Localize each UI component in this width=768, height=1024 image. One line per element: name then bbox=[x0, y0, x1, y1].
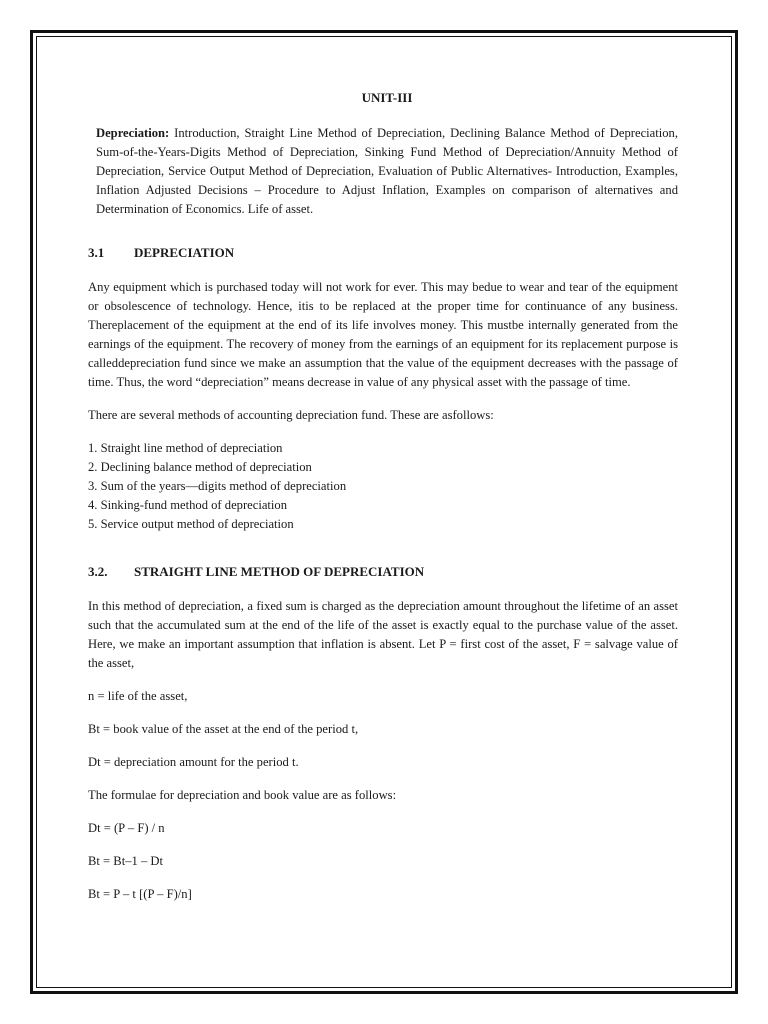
list-item: 4. Sinking-fund method of depreciation bbox=[88, 498, 288, 512]
intro-text: Introduction, Straight Line Method of Depreciation, Declining Balance Method of Depreciation, Sum-of-the-Years-Digits Method of Depreciation, Sinking Fund Method of Depreciation/Annuity Method of Depreciation, Service Output Method of Depreciation, Evaluation of Public Alternatives- Introduction, Examples, Inflation Adjusted Decisions – Procedure to Adjust Inflation, Examples on comparison of alternatives and Determination of Economics. Life of asset. bbox=[96, 126, 678, 216]
section-title: STRAIGHT LINE METHOD OF DEPRECIATION bbox=[134, 564, 425, 579]
formula-intro: The formulae for depreciation and book value are as follows: bbox=[88, 788, 397, 802]
list-item: 1. Straight line method of depreciation bbox=[88, 441, 283, 455]
unit-title: UNIT-III bbox=[361, 90, 413, 105]
formulas bbox=[88, 819, 678, 904]
formula-depreciation: Dt = (P – F) / n bbox=[88, 821, 165, 835]
definition-dt: Dt = depreciation amount for the period t. bbox=[88, 755, 299, 769]
document-body bbox=[88, 88, 678, 918]
section-title: DEPRECIATION bbox=[134, 245, 235, 260]
formula-book-value: Bt = P – t [(P – F)/n] bbox=[88, 887, 192, 901]
intro-label: Depreciation: bbox=[96, 126, 170, 140]
unit-introduction bbox=[96, 124, 678, 219]
definitions bbox=[88, 687, 678, 772]
methods-list bbox=[88, 439, 678, 534]
section-number: 3.1 bbox=[88, 245, 105, 260]
list-item: 5. Service output method of depreciation bbox=[88, 517, 294, 531]
section-heading-3-2 bbox=[88, 562, 678, 581]
definition-bt: Bt = book value of the asset at the end of the period t, bbox=[88, 722, 359, 736]
section-heading-3-1 bbox=[88, 243, 678, 262]
list-item: 2. Declining balance method of depreciation bbox=[88, 460, 312, 474]
straight-line-paragraph: In this method of depreciation, a fixed sum is charged as the depreciation amount throughout the lifetime of an asset such that the accumulated sum at the end of the life of the asset is exactly equal to the purchase value of the asset. Here, we make an important assumption that inflation is absent. Let P = first cost of the asset, F = salvage value of the asset, bbox=[88, 599, 678, 670]
methods-intro: There are several methods of accounting depreciation fund. These are asfollows: bbox=[88, 408, 494, 422]
definition-n: n = life of the asset, bbox=[88, 689, 188, 703]
depreciation-paragraph: Any equipment which is purchased today will not work for ever. This may bedue to wear and tear of the equipment or obsolescence of technology. Hence, itis to be replaced at the proper time for continuance of any business. Thereplacement of the equipment at the end of its life involves money. This mustbe internally generated from the earnings of the equipment. The recovery of money from the earnings of an equipment for its replacement purpose is calleddepreciation fund since we make an assumption that the value of the equipment decreases with the passage of time. Thus, the word “depreciation” means decrease in value of any physical asset with the passage of time. bbox=[88, 280, 678, 389]
list-item: 3. Sum of the years—digits method of depreciation bbox=[88, 479, 347, 493]
section-number: 3.2. bbox=[88, 564, 108, 579]
formula-book-value-recursive: Bt = Bt–1 – Dt bbox=[88, 854, 163, 868]
